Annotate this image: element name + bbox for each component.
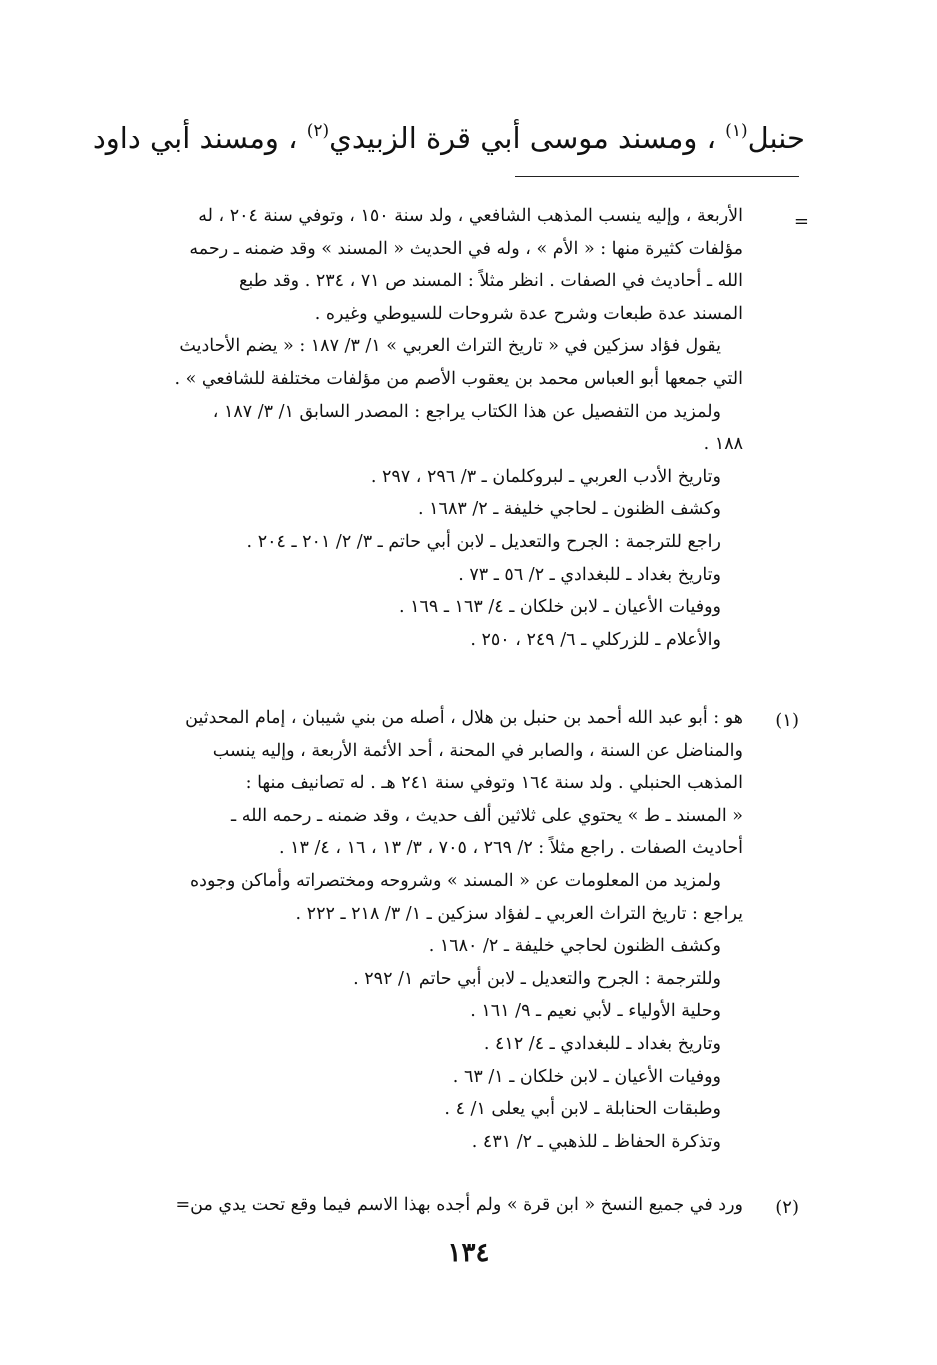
footnote-2-marker: (٢) (775, 1197, 799, 1218)
fn-prev-line: وتاريخ بغداد ـ للبغدادي ـ ٢/ ٥٦ ـ ٧٣ . (458, 564, 721, 585)
footnote-continued (98, 200, 743, 656)
footnote-2 (98, 1189, 743, 1222)
main-text-line (92, 108, 805, 161)
fn1-line: وتذكرة الحفاظ ـ للذهبي ـ ٢/ ٤٣١ . (471, 1131, 721, 1152)
fn1-line: والمناضل عن السنة ، والصابر في المحنة ، أحد الأئمة الأربعة ، وإليه ينسب (212, 740, 743, 761)
footnote-separator (515, 176, 799, 177)
fn-prev-line: الأربعة ، وإليه ينسب المذهب الشافعي ، ولد سنة ١٥٠ ، وتوفي سنة ٢٠٤ ، له (198, 206, 743, 226)
fn2-line: ورد في جميع النسخ « ابن قرة » ولم أجده بهذا الاسم فيما وقع تحت يدي من= (175, 1195, 743, 1215)
fn-prev-line: وتاريخ الأدب العربي ـ لبروكلمان ـ ٣/ ٢٩٦ ، ٢٩٧ . (370, 466, 721, 487)
main-text-part3: ، ومسند أبي داود (92, 121, 298, 155)
fn1-line: هو : أبو عبد الله أحمد بن حنبل بن هلال ، أصله من بني شيبان ، إمام المحدثين (185, 708, 743, 728)
fn-prev-line: وكشف الظنون ـ لحاجي خليفة ـ ٢/ ١٦٨٣ . (418, 499, 721, 520)
fn1-line: يراجع : تاريخ التراث العربي ـ لفؤاد سزكين ـ ١/ ٣/ ٢١٨ ـ ٢٢٢ . (295, 903, 743, 924)
fn1-line: ووفيات الأعيان ـ لابن خلكان ـ ١/ ٦٣ . (452, 1066, 721, 1087)
fn-prev-line: ولمزيد من التفصيل عن هذا الكتاب يراجع : المصدر السابق ١/ ٣/ ١٨٧ ، (212, 401, 721, 422)
fn1-line: وحلية الأولياء ـ لأبي نعيم ـ ٩/ ١٦١ . (470, 1001, 721, 1022)
footnote-1-marker: (١) (775, 710, 799, 731)
fn-prev-line: راجع للترجمة : الجرح والتعديل ـ لابن أبي حاتم ـ ٣/ ٢/ ٢٠١ ـ ٢٠٤ . (246, 531, 721, 552)
continuation-marker: = (793, 211, 809, 232)
fn1-line: « المسند ـ ط » يحتوي على ثلاثين ألف حديث ، وقد ضمنه ـ رحمه الله ـ (231, 805, 743, 826)
fn1-line: ولمزيد من المعلومات عن « المسند » وشروحه ومختصراته وأماكن وجوده (190, 870, 721, 891)
fn-prev-line: يقول فؤاد سزكين في « تاريخ التراث العربي » ١/ ٣/ ١٨٧ : « يضم الأحاديث (179, 336, 721, 357)
fn1-line: وطبقات الحنابلة ـ لابن أبي يعلى ١/ ٤ . (444, 1099, 721, 1120)
fn1-line: وتاريخ بغداد ـ للبغدادي ـ ٤/ ٤١٢ . (483, 1033, 721, 1054)
fn-prev-line: والأعلام ـ للزركلي ـ ٦/ ٢٤٩ ، ٢٥٠ . (470, 629, 721, 650)
main-text-part2: ، ومسند موسى أبي قرة الزبيدي (329, 121, 716, 155)
fn1-line: المذهب الحنبلي . ولد سنة ١٦٤ وتوفي سنة ٢٤١ هـ . له تصانيف منها : (245, 773, 743, 794)
fn-prev-line: ووفيات الأعيان ـ لابن خلكان ـ ٤/ ١٦٣ ـ ١٦٩ . (398, 597, 721, 618)
fn-prev-line: المسند عدة طبعات وشرح عدة شروحات للسيوطي وغيره . (314, 303, 743, 324)
footnote-ref-1: (١) (725, 121, 748, 141)
fn1-line: وللترجمة : الجرح والتعديل ـ لابن أبي حاتم ١/ ٢٩٢ . (353, 968, 721, 989)
fn1-line: وكشف الظنون لحاجي خليفة ـ ٢/ ١٦٨٠ . (428, 936, 721, 957)
fn1-line: أحاديث الصفات . راجع مثلاً : ٢/ ٢٦٩ ، ٧٠٥ ، ٣/ ١٣ ، ١٦ ، ٤/ ١٣ . (279, 838, 743, 859)
footnote-ref-2: (٢) (306, 121, 330, 141)
fn-prev-line: الله ـ أحاديث في الصفات . انظر مثلاً : المسند ص ٧١ ، ٢٣٤ . وقد طبع (239, 271, 743, 292)
fn-prev-line: ١٨٨ . (703, 434, 743, 455)
footnote-1 (98, 702, 743, 1158)
fn-prev-line: مؤلفات كثيرة منها : « الأم » ، وله في الحديث « المسند » وقد ضمنه ـ رحمه (189, 238, 743, 259)
fn-prev-line: التي جمعها أبو العباس محمد بن يعقوب الأصم من مؤلفات مختلفة للشافعي » . (174, 368, 743, 389)
main-text-part1: حنبل (747, 121, 805, 155)
page-number: ١٣٤ (447, 1238, 490, 1268)
